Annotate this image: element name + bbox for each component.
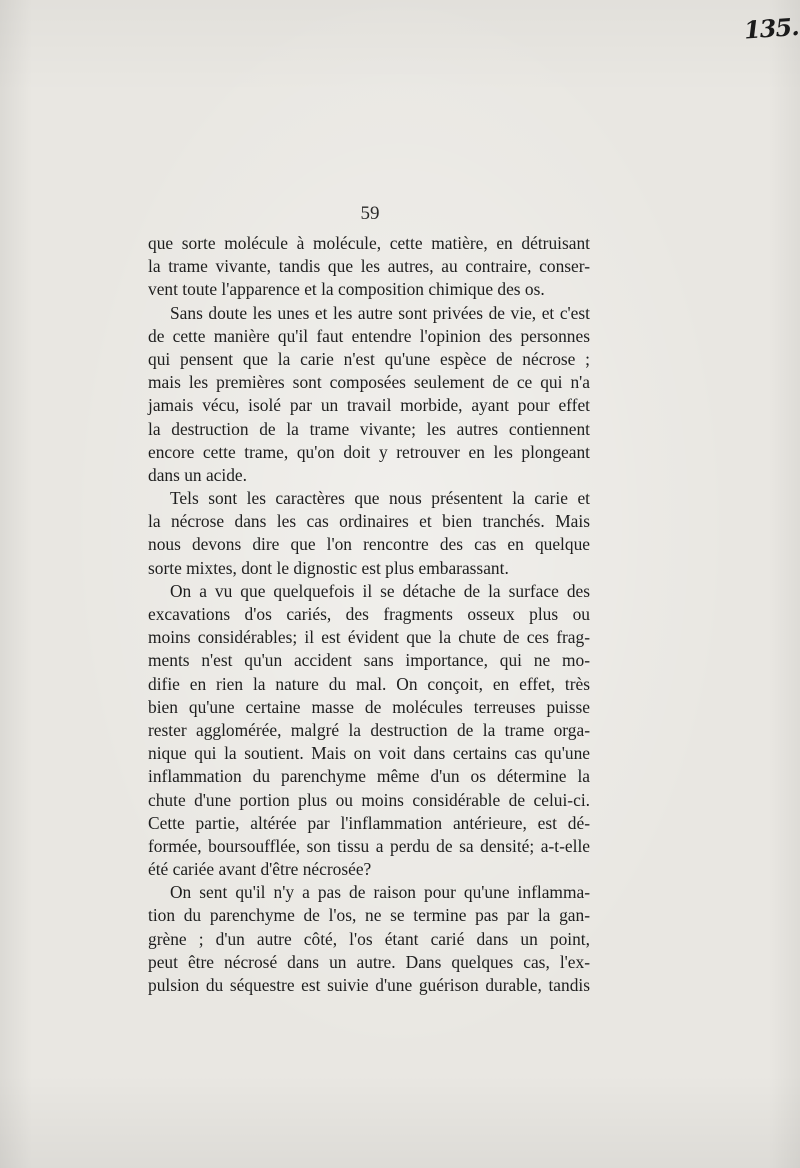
text-line: sorte mixtes, dont le dignostic est plus embarassant. [148,557,509,578]
text-line: la trame vivante, tandis que les autres, au contraire, conser- [148,256,590,277]
page-number: 59 [360,203,380,224]
text-line: été cariée avant d'être nécrosée? [148,859,372,880]
text-line: ments n'est qu'un accident sans importance, qui ne mo- [148,650,590,671]
text-line: inflammation du parenchyme même d'un os détermine la [148,766,590,787]
text-line: que sorte molécule à molécule, cette matière, en détruisant [148,233,590,253]
text-line: On a vu que quelquefois il se détache de la surface des [170,580,590,601]
text-line: difie en rien la nature du mal. On conçoit, en effet, très [148,673,590,694]
body-text [148,232,590,997]
text-line: Tels sont les caractères que nous présentent la carie et [170,488,590,509]
text-line: nous devons dire que l'on rencontre des cas en quelque [148,534,590,555]
text-line: de cette manière qu'il faut entendre l'opinion des personnes [148,325,590,346]
text-line: dans un acide. [148,464,247,485]
text-line: nique qui la soutient. Mais on voit dans certains cas qu'une [148,743,590,764]
text-line: peut être nécrosé dans un autre. Dans quelques cas, l'ex- [148,951,590,972]
text-line: la nécrose dans les cas ordinaires et bien tranchés. Mais [148,511,590,532]
text-line: la destruction de la trame vivante; les autres contiennent [148,418,590,439]
text-line: encore cette trame, qu'on doit y retrouver en les plongeant [148,441,590,462]
text-line: chute d'une portion plus ou moins considérable de celui-ci. [148,789,590,810]
text-line: rester agglomérée, malgré la destruction de la trame orga- [148,719,590,740]
text-line: mais les premières sont composées seulement de ce qui n'a [148,372,590,393]
handwritten-folio-number: 135. [743,11,800,45]
text-line: excavations d'os cariés, des fragments osseux plus ou [148,604,590,624]
text-line: qui pensent que la carie n'est qu'une espèce de nécrose ; [148,348,590,369]
text-line: bien qu'une certaine masse de molécules terreuses puisse [148,696,590,717]
text-line: vent toute l'apparence et la composition chimique des os. [148,279,545,300]
text-line: grène ; d'un autre côté, l'os étant carié dans un point, [148,928,590,949]
text-line: On sent qu'il n'y a pas de raison pour qu'une inflamma- [170,882,590,903]
text-line: jamais vécu, isolé par un travail morbide, ayant pour effet [148,395,590,416]
text-line: tion du parenchyme de l'os, ne se termine pas par la gan- [148,905,590,926]
text-line: pulsion du séquestre est suivie d'une guérison durable, tandis [148,975,590,995]
text-line: Cette partie, altérée par l'inflammation antérieure, est dé- [148,812,590,833]
text-line: formée, boursoufflée, son tissu a perdu de sa densité; a-t-elle [148,835,590,856]
text-line: Sans doute les unes et les autre sont privées de vie, et c'est [170,302,590,323]
text-line: moins considérables; il est évident que la chute de ces frag- [148,627,590,648]
